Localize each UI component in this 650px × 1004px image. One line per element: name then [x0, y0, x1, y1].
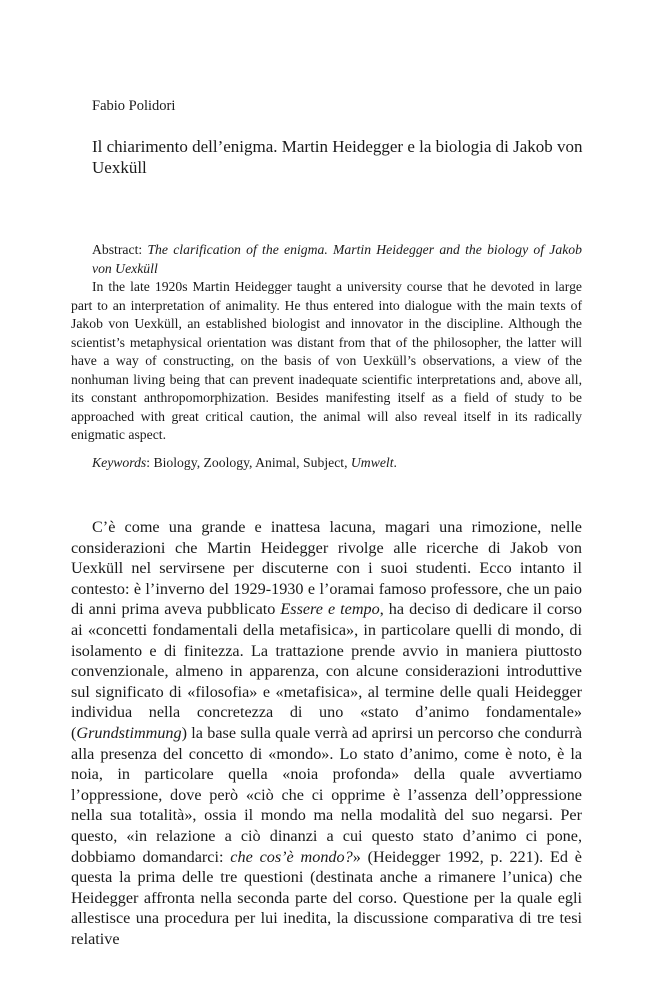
body-paragraph	[71, 517, 582, 949]
abstract-label: Abstract:	[92, 242, 148, 257]
body-italic-2: Grundstimmung	[76, 723, 182, 742]
abstract-text: In the late 1920s Martin Heidegger taught a university course that he devoted in large part to an interpretation of animality. He thus entered into dialogue with the main texts of Jakob von Uexküll, an established biologist and innovator in the discipline. Although the scientist’s metaphysical orientation was distant from that of the philosopher, the latter will have a way of constructing, on the basis of von Uexküll’s observations, a view of the nonhuman living being that can prevent inadequate scientific interpretations and, above all, its constant anthropomorphization. Besides manifesting itself as a field of study to be approached with great critical caution, the animal will also reveal itself in its radically enigmatic aspect.	[71, 279, 582, 442]
keywords-label: Keywords	[92, 454, 147, 470]
body-part-2: , ha deciso di dedicare il corso ai «concetti fondamentali della metafisica», in particolare quelli di mondo, di isolamento e di finitezza. La trattazione prende avvio in maniera piuttosto convenzionale, almeno in apparenza, con alcune considerazioni introduttive sul significato di «filosofia» e «metafisica», al termine delle quali Heidegger individua nella concretezza di uno «stato d’animo fondamentale» (	[71, 600, 582, 742]
body-italic-1: Essere e tempo	[280, 600, 380, 619]
keywords-line	[71, 454, 582, 473]
keywords-list: : Biology, Zoology, Animal, Subject,	[146, 454, 351, 470]
article-title: Il chiarimento dell’enigma. Martin Heidegger e la biologia di Jakob von Uexküll	[92, 137, 583, 177]
body-part-4: » (Heidegger 1992, p. 221). Ed è questa la prima delle tre questioni (destinata anche a rimanere l’unica) che Heidegger affronta nella seconda parte del corso. Questione per la quale egli allestisce una procedura per lui inedita, la discussione comparativa di tre tesi relative	[71, 847, 582, 948]
keyword-umwelt: Umwelt	[350, 454, 394, 470]
author-name: Fabio Polidori	[92, 98, 176, 114]
abstract-section	[71, 241, 582, 472]
body-italic-3: che cos’è mondo?	[230, 847, 353, 866]
body-part-1: C’è come una grande e inattesa lacuna, magari una rimozione, nelle considerazioni che Martin Heidegger rivolge alle ricerche di Jakob von Uexküll nel servirsene per discuterne con i suoi studenti. Ecco intanto il contesto: è l’inverno del 1929-1930 e l’oramai famoso professore, che un paio di anni prima aveva pubblicato	[71, 518, 582, 619]
abstract-english-title: The clarification of the enigma. Martin Heidegger and the biology of Jakob von Uexküll	[92, 242, 582, 276]
body-part-3: ) la base sulla quale verrà ad aprirsi un percorso che condurrà alla presenza del concetto di «mondo». Lo stato d’animo, come è noto, è la noia, in particolare quella «noia profonda» della quale avvertiamo l’oppressione, dove però «ciò che ci opprime è l’assenza dell’oppressione nella sua totalità», ossia il mondo ma nella modalità del suo negarsi. Per questo, «in relazione a ciò dinanzi a cui questo stato d’animo ci pone, dobbiamo domandarci:	[71, 723, 582, 866]
keywords-end: .	[393, 454, 397, 470]
abstract-heading	[71, 241, 582, 278]
